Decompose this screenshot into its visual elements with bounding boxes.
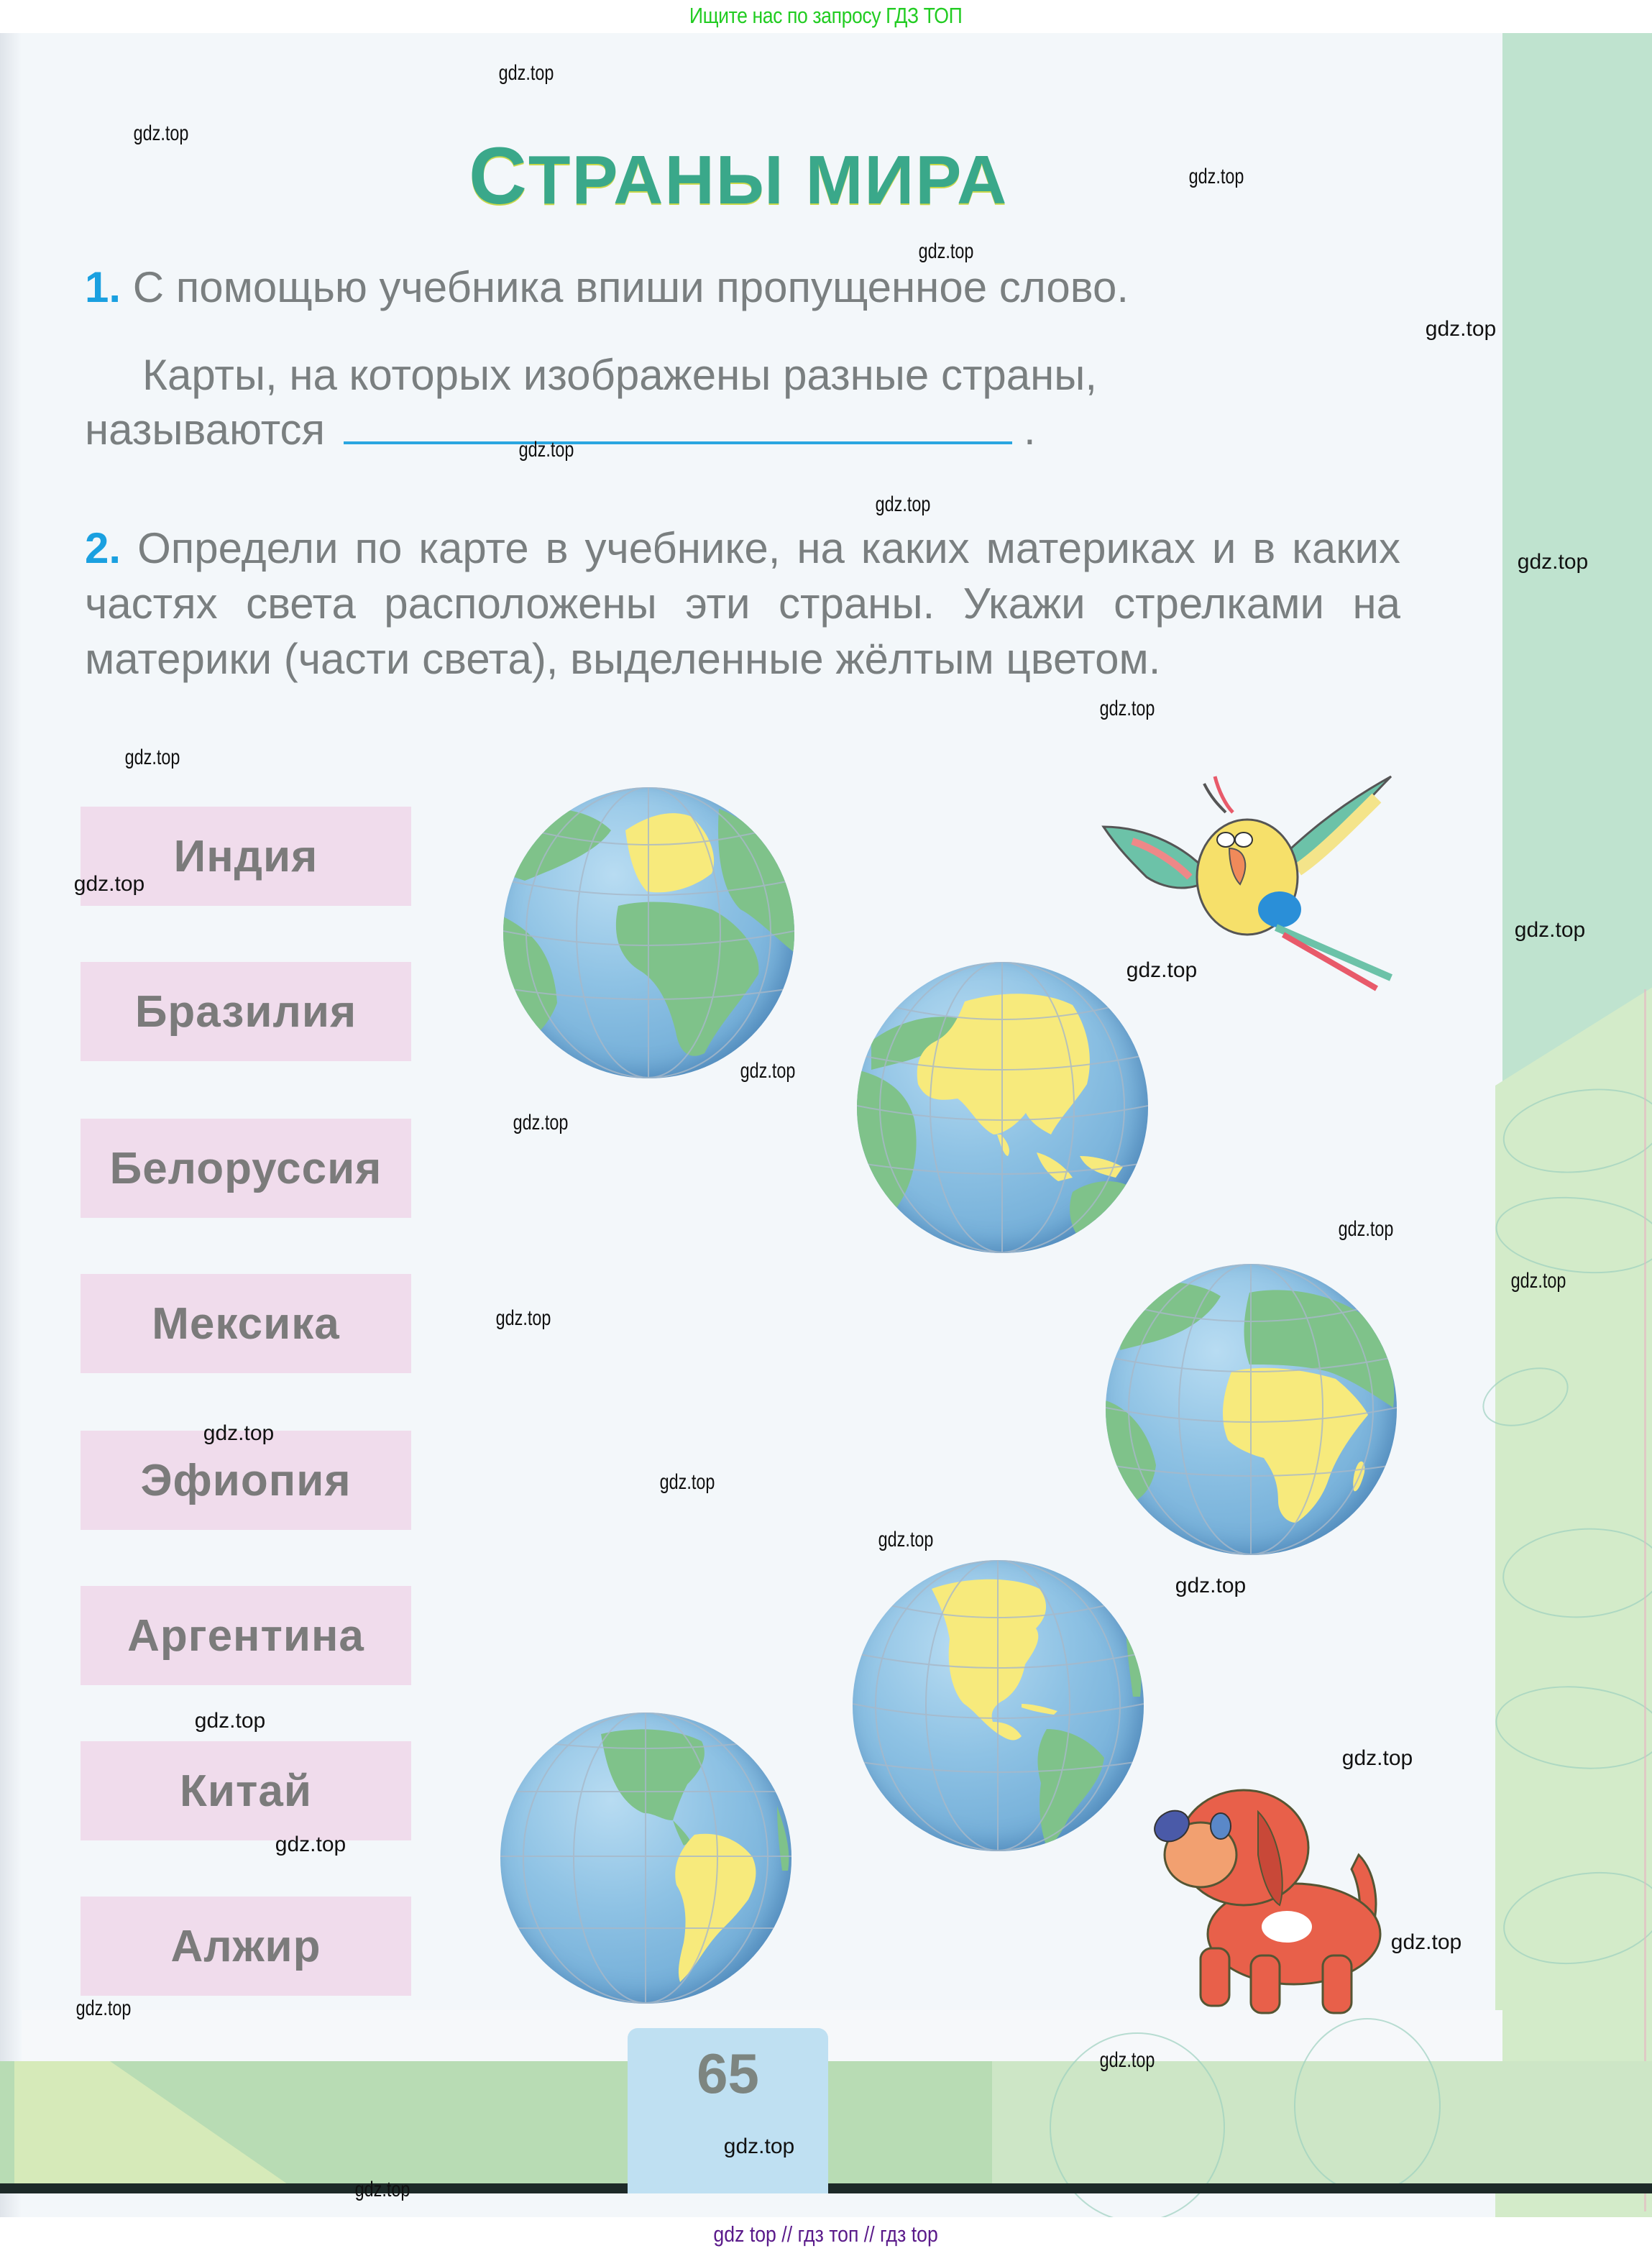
globe-asia-icon (857, 962, 1148, 1253)
watermark: gdz.top (133, 121, 189, 145)
watermark: gdz.top (495, 1306, 551, 1330)
watermark: gdz.top (723, 2135, 795, 2158)
dog-icon (1143, 1754, 1395, 2020)
globe-south-america-icon (500, 1712, 791, 2004)
page-spine-shadow (0, 33, 22, 2217)
task-2-text: Определи по карте в учебнике, на каких материках и в каких частях света расположены эти страны. Укажи стрелками на материки (части света), выделенные жёлтым цветом. (85, 524, 1401, 683)
country-label-china[interactable] (81, 1741, 411, 1840)
globe-africa[interactable] (1106, 1264, 1397, 1555)
parrot-icon (1089, 755, 1405, 992)
watermark: gdz.top (518, 438, 574, 462)
page-number-tab (628, 2028, 828, 2193)
watermark: gdz.top (878, 1528, 934, 1551)
watermark: gdz.top (73, 872, 145, 896)
task-1-instruction-line (85, 260, 1400, 315)
task-1-number: 1. (85, 263, 121, 311)
watermark: gdz.top (1175, 1574, 1247, 1597)
title-rest: ТРАНЫ МИРА (528, 142, 1009, 219)
watermark: gdz.top (1390, 1930, 1462, 1954)
globe-north-america[interactable] (853, 1560, 1144, 1851)
watermark: gdz.top (1099, 2048, 1155, 2072)
watermark: gdz.top (124, 746, 180, 769)
task-1-period: . (1024, 405, 1036, 454)
page-number: 65 (697, 2042, 759, 2105)
top-banner (0, 0, 1652, 33)
top-banner-text: Ищите нас по запросу ГДЗ ТОП (689, 3, 963, 28)
watermark: gdz.top (203, 1421, 275, 1445)
watermark: gdz.top (354, 2178, 410, 2201)
watermark: gdz.top (1510, 1269, 1566, 1293)
country-label-text: Китай (180, 1766, 312, 1816)
task-1-sentence-line2 (85, 403, 1400, 457)
task-1-instruction: С помощью учебника впиши пропущенное слово. (132, 263, 1129, 311)
bottom-band-leaf-area (992, 2061, 1652, 2184)
globe-africa-icon (1106, 1264, 1397, 1555)
watermark: gdz.top (875, 492, 931, 516)
country-label-text: Белоруссия (109, 1143, 382, 1193)
watermark: gdz.top (659, 1470, 715, 1494)
country-label-belarus[interactable] (81, 1119, 411, 1218)
watermark: gdz.top (194, 1709, 266, 1733)
watermark: gdz.top (275, 1833, 347, 1856)
task-1-answer-blank[interactable] (344, 420, 1012, 444)
watermark: gdz.top (1517, 550, 1589, 574)
bottom-band-light-triangle (14, 2061, 288, 2184)
country-label-mexico[interactable] (81, 1274, 411, 1373)
task-1-sentence-start: Карты, на которых изображены разные страны, (142, 351, 1098, 399)
dog-illustration (1143, 1754, 1395, 2020)
watermark: gdz.top (1099, 697, 1155, 720)
country-label-brazil[interactable] (81, 962, 411, 1061)
footer (0, 2217, 1652, 2256)
footer-text: gdz top // гдз топ // гдз top (713, 2221, 939, 2247)
watermark: gdz.top (1514, 918, 1586, 942)
watermark: gdz.top (1188, 165, 1244, 188)
task-2 (85, 521, 1400, 687)
task-1-sentence (85, 348, 1400, 403)
page-title (469, 129, 1008, 222)
right-decor-band (1502, 33, 1652, 2217)
title-initial: С (469, 131, 528, 221)
watermark: gdz.top (513, 1111, 569, 1134)
watermark: gdz.top (1425, 317, 1497, 341)
globe-north-america-icon (853, 1560, 1144, 1851)
task-1-sentence-end: называются (85, 405, 326, 454)
country-label-text: Аргентина (127, 1610, 364, 1661)
watermark: gdz.top (740, 1059, 796, 1083)
globe-asia[interactable] (857, 962, 1148, 1253)
watermark: gdz.top (75, 1996, 132, 2020)
country-label-argentina[interactable] (81, 1586, 411, 1685)
leaf-pattern-icon (1294, 2018, 1441, 2193)
country-label-algeria[interactable] (81, 1897, 411, 1996)
globe-south-america[interactable] (500, 1712, 791, 2004)
globe-europe-icon (503, 787, 794, 1078)
task-2-number: 2. (85, 524, 121, 572)
country-label-text: Индия (173, 831, 318, 881)
task-1 (85, 260, 1400, 457)
watermark: gdz.top (918, 239, 974, 263)
parrot-illustration (1089, 755, 1405, 992)
country-label-text: Бразилия (134, 986, 357, 1037)
watermark: gdz.top (1126, 958, 1198, 982)
country-label-text: Эфиопия (140, 1455, 352, 1505)
country-label-text: Мексика (152, 1298, 340, 1349)
country-label-text: Алжир (170, 1921, 321, 1971)
page-edge (1644, 989, 1646, 2211)
watermark: gdz.top (498, 61, 554, 85)
globe-europe[interactable] (503, 787, 794, 1078)
watermark: gdz.top (1338, 1217, 1394, 1241)
watermark: gdz.top (1341, 1746, 1413, 1770)
